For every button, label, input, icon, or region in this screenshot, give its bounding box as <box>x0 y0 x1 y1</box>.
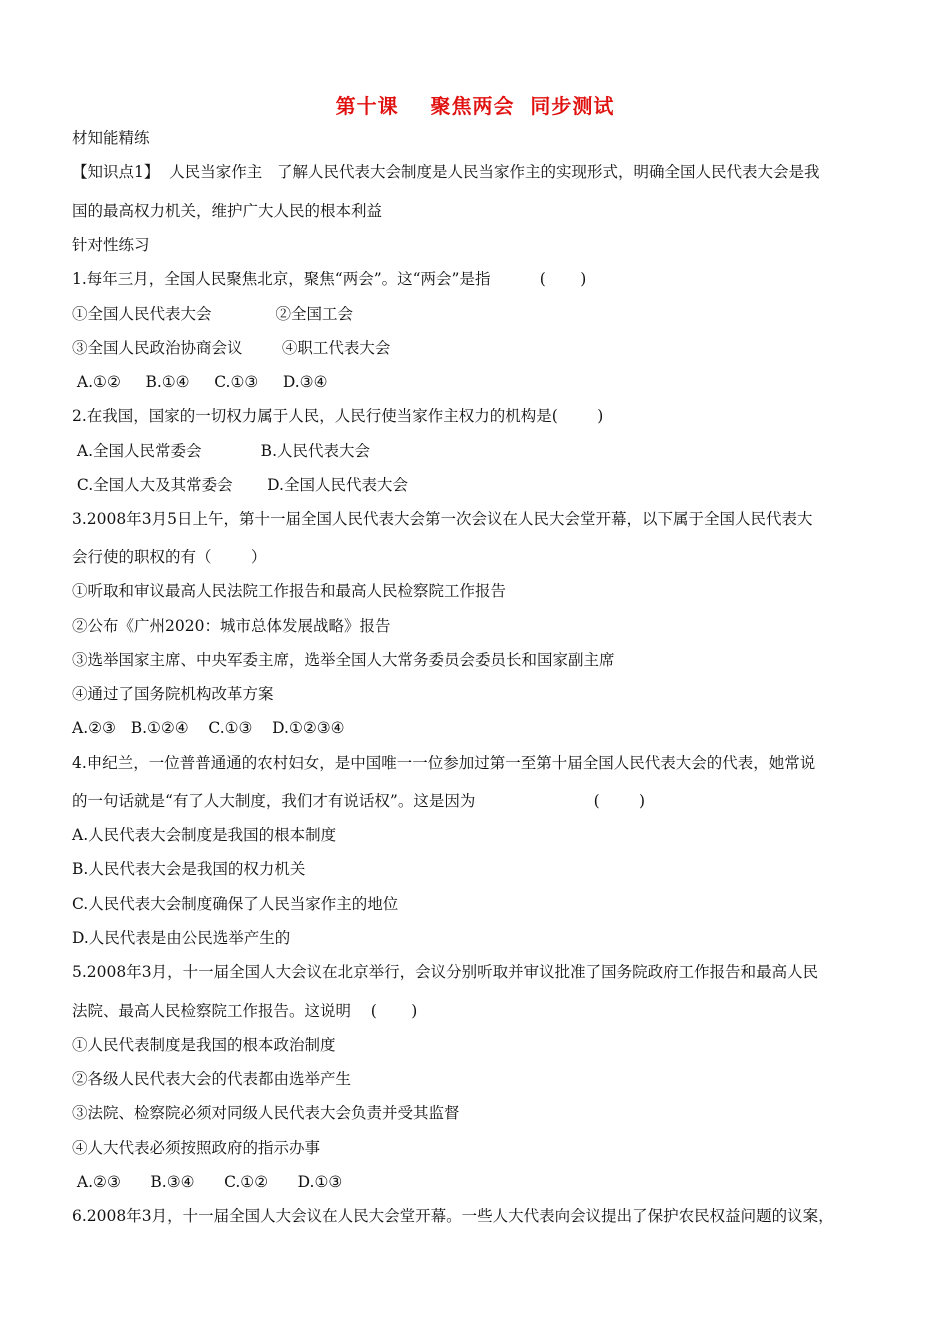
answer-choices: A.②③ B.③④ C.①② D.①③ <box>72 1173 343 1191</box>
option-line: ①听取和审议最高人民法院工作报告和最高人民检察院工作报告 <box>72 582 507 600</box>
question-6: 6.2008年3月，十一届全国人大会议在人民大会堂开幕。一些人大代表向会议提出了保护农民权益问题的议案， <box>72 1207 834 1225</box>
answer-choices: A.①② B.①④ C.①③ D.③④ <box>72 373 328 391</box>
option-line: ②各级人民代表大会的代表都由选举产生 <box>72 1070 352 1088</box>
section-heading: 针对性练习 <box>72 236 150 254</box>
question-5: 5.2008年3月，十一届全国人大会议在北京举行，会议分别听取并审议批准了国务院政府工作报告和最高人民 <box>72 963 819 981</box>
option-line: ④通过了国务院机构改革方案 <box>72 685 274 703</box>
question-1: 1.每年三月，全国人民聚焦北京，聚焦“两会”。这“两会”是指 ( ) <box>72 270 587 288</box>
knowledge-point-text: 国的最高权力机关，维护广大人民的根本利益 <box>72 202 383 220</box>
option-line: B.人民代表大会是我国的权力机关 <box>72 860 306 878</box>
option-line: ①全国人民代表大会 ②全国工会 <box>72 305 354 323</box>
page-title: 第十课 聚焦两会 同步测试 <box>335 94 615 118</box>
option-line: ④人大代表必须按照政府的指示办事 <box>72 1139 321 1157</box>
question-2: 2.在我国，国家的一切权力属于人民，人民行使当家作主权力的机构是( ) <box>72 407 604 425</box>
question-3-cont: 会行使的职权的有（ ） <box>72 548 267 566</box>
option-line: C.人民代表大会制度确保了人民当家作主的地位 <box>72 895 399 913</box>
answer-choices: C.全国人大及其常委会 D.全国人民代表大会 <box>72 476 408 494</box>
option-line: D.人民代表是由公民选举产生的 <box>72 929 291 947</box>
question-4: 4.申纪兰，一位普普通通的农村妇女，是中国唯一一位参加过第一至第十届全国人民代表大会的代表，她常说 <box>72 754 816 772</box>
option-line: A.人民代表大会制度是我国的根本制度 <box>72 826 337 844</box>
question-5-cont: 法院、最高人民检察院工作报告。这说明 ( ) <box>72 1002 418 1020</box>
section-heading: 材知能精练 <box>72 129 150 147</box>
knowledge-point-text: 【知识点1】 人民当家作主 了解人民代表大会制度是人民当家作主的实现形式，明确全国人民代表大会是我 <box>72 163 820 181</box>
option-line: ③选举国家主席、中央军委主席，选举全国人大常务委员会委员长和国家副主席 <box>72 651 615 669</box>
option-line: ③全国人民政治协商会议 ④职工代表大会 <box>72 339 391 357</box>
question-4-cont: 的一句话就是“有了人大制度，我们才有说话权”。这是因为 ( ) <box>72 792 646 810</box>
option-line: ③法院、检察院必须对同级人民代表大会负责并受其监督 <box>72 1104 460 1122</box>
question-3: 3.2008年3月5日上午，第十一届全国人民代表大会第一次会议在人民大会堂开幕，以下属于全国人民代表大 <box>72 510 813 528</box>
answer-choices: A.全国人民常委会 B.人民代表大会 <box>72 442 370 460</box>
option-line: ①人民代表制度是我国的根本政治制度 <box>72 1036 336 1054</box>
option-line: ②公布《广州2020：城市总体发展战略》报告 <box>72 617 391 635</box>
answer-choices: A.②③ B.①②④ C.①③ D.①②③④ <box>72 719 345 737</box>
